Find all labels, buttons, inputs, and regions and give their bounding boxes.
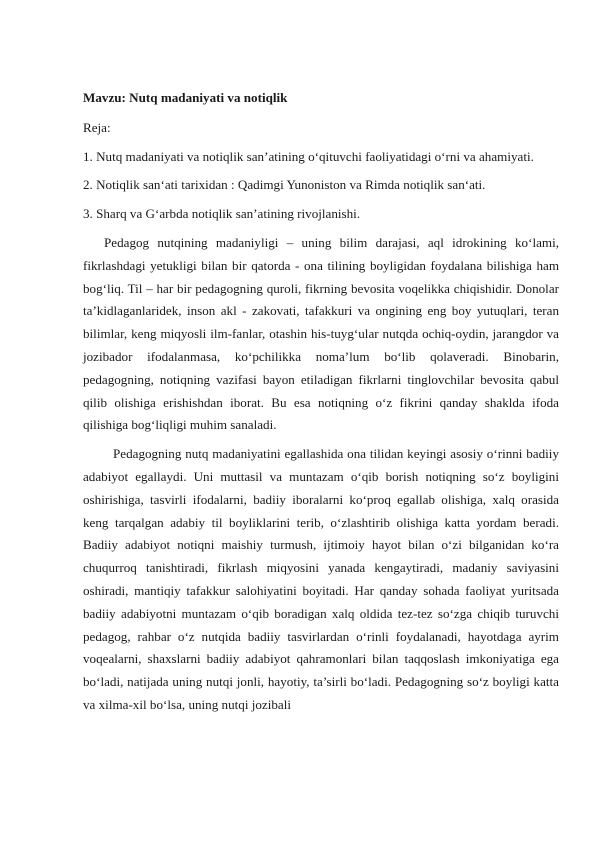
- plan-item-1: 1. Nutq madaniyati va notiqlik san’atining o‘qituvchi faoliyatidagi o‘rni va ahamiyati.: [83, 148, 534, 164]
- body-paragraph-1: Pedagog nutqining madaniyligi – uning bilim darajasi, aql idrokining ko‘lami, fikrlashdagi yetukligi bilan bir qatorda - ona tilining boyligidan foydalana bilishiga ham bog‘liq. Til – har bir pedagogning quroli, fikrning bevosita voqelikka chiqishidir. Donolar ta’kidlaganlaridek, inson akl - zakovati, tafakkuri va ongining eng boy yutuqlari, teran bilimlar, keng miqyosli ilm-fanlar, otashin his-tuyg‘ular nutqda ochiq-oydin, jarangdor va jozibador ifodalanmasa, ko‘pchilikka noma’lum bo‘lib qolaveradi. Binobarin, pedagogning, notiqning vazifasi bayon etiladigan fikrlarni tinglovchilar bevosita qabul qilib olishiga erishishdan iborat. Bu esa notiqning o‘z fikrini qanday shaklda ifoda qilishiga bog‘liqligi muhim sanaladi.: [83, 234, 559, 433]
- plan-item-2: 2. Notiqlik san‘ati tarixidan : Qadimgi Yunoniston va Rimda notiqlik san‘ati.: [83, 177, 486, 193]
- document-title: Mavzu: Nutq madaniyati va notiqlik: [83, 90, 288, 105]
- document-page: [83, 87, 559, 723]
- body-paragraph-2: Pedagogning nutq madaniyatini egallashida ona tilidan keyingi asosiy o‘rinni badiiy adabiyot egallaydi. Uni muttasil va muntazam o‘qib borish notiqning so‘z boyligini oshirishiga, tasvirli ifodalarni, badiiy iboralarni ko‘proq egallab olishiga, xalq orasida keng tarqalgan adabiy til boyliklarini terib, o‘zlashtirib olishiga katta yordam beradi. Badiiy adabiyot notiqni maishiy turmush, ijtimoiy hayot bilan o‘zi bilganidan ko‘ra chuqurroq tanishtiradi, fikrlash miqyosini yanada kengaytiradi, madaniy saviyasini oshiradi, mantiqiy tafakkur salohiyatini boyitadi. Har qanday sohada faoliyat yuritsada badiiy adabiyotni muntazam o‘qib boradigan xalq oldida tez-tez so‘zga chiqib turuvchi pedagog, rahbar o‘z nutqida badiiy tasvirlardan o‘rinli foydalanadi, hayotdaga ayrim voqealarni, shaxslarni badiiy adabiyot qahramonlari bilan taqqoslash imkoniyatiga ega bo‘ladi, natijada uning nutqi jonli, hayotiy, ta’sirli bo‘ladi. Pedagogning so‘z boyligi katta va xilma-xil bo‘lsa, uning nutqi jozibali: [83, 446, 559, 712]
- plan-label: Reja:: [83, 119, 111, 135]
- plan-item-3: 3. Sharq va G‘arbda notiqlik san’atining rivojlanishi.: [83, 206, 361, 222]
